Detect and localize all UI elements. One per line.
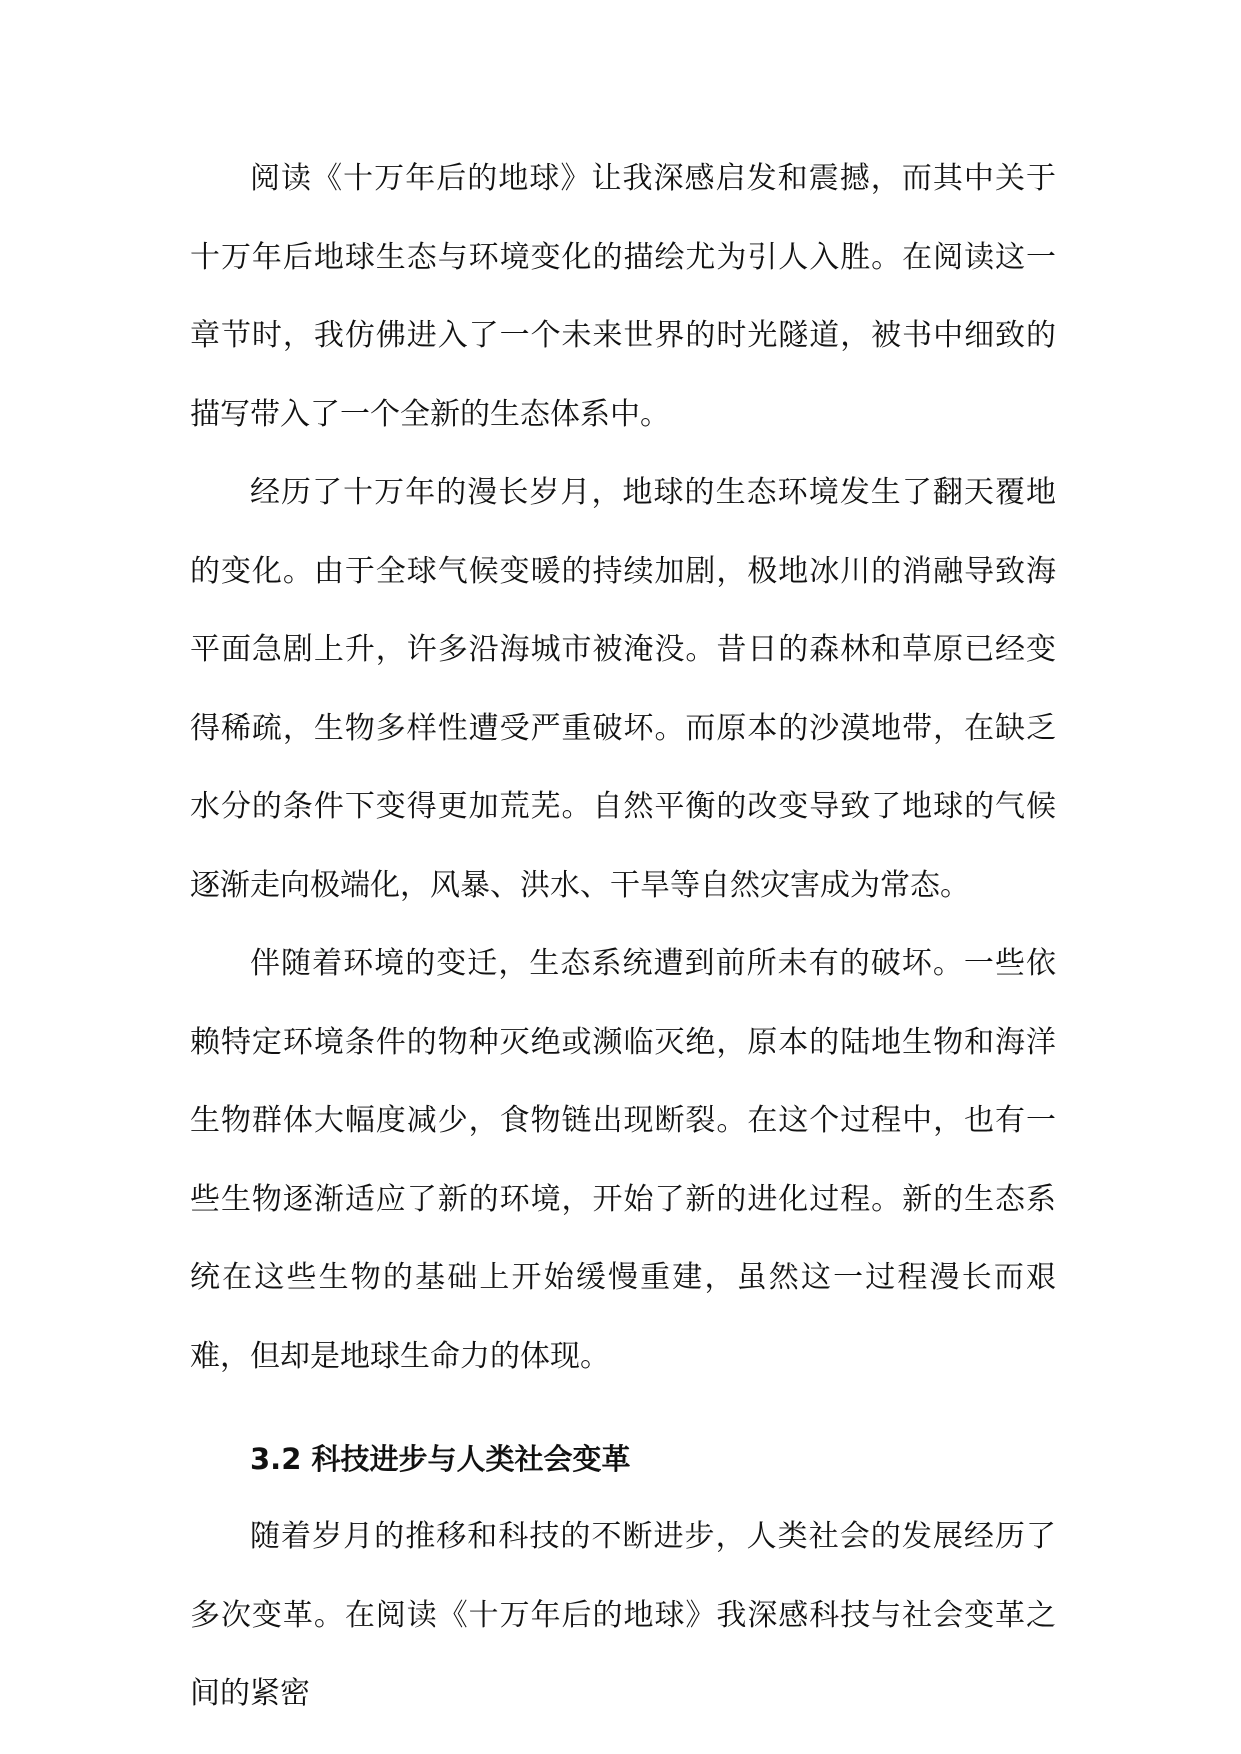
paragraph: 随着岁月的推移和科技的不断进步，人类社会的发展经历了多次变革。在阅读《十万年后的地球》我深感科技与社会变革之间的紧密	[190, 1519, 1056, 1711]
document-body	[190, 140, 1056, 1734]
section-heading: 3.2 科技进步与人类社会变革	[250, 1442, 631, 1476]
paragraph: 经历了十万年的漫长岁月，地球的生态环境发生了翻天覆地的变化。由于全球气候变暖的持续加剧，极地冰川的消融导致海平面急剧上升，许多沿海城市被淹没。昔日的森林和草原已经变得稀疏，生物多样性遭受严重破坏。而原本的沙漠地带，在缺乏水分的条件下变得更加荒芜。自然平衡的改变导致了地球的气候逐渐走向极端化，风暴、洪水、干旱等自然灾害成为常态。	[190, 475, 1056, 903]
paragraph: 阅读《十万年后的地球》让我深感启发和震撼，而其中关于十万年后地球生态与环境变化的描绘尤为引人入胜。在阅读这一章节时，我仿佛进入了一个未来世界的时光隧道，被书中细致的描写带入了一个全新的生态体系中。	[190, 161, 1056, 432]
paragraph: 伴随着环境的变迁，生态系统遭到前所未有的破坏。一些依赖特定环境条件的物种灭绝或濒临灭绝，原本的陆地生物和海洋生物群体大幅度减少，食物链出现断裂。在这个过程中，也有一些生物逐渐适应了新的环境，开始了新的进化过程。新的生态系统在这些生物的基础上开始缓慢重建，虽然这一过程漫长而艰难，但却是地球生命力的体现。	[190, 946, 1056, 1374]
